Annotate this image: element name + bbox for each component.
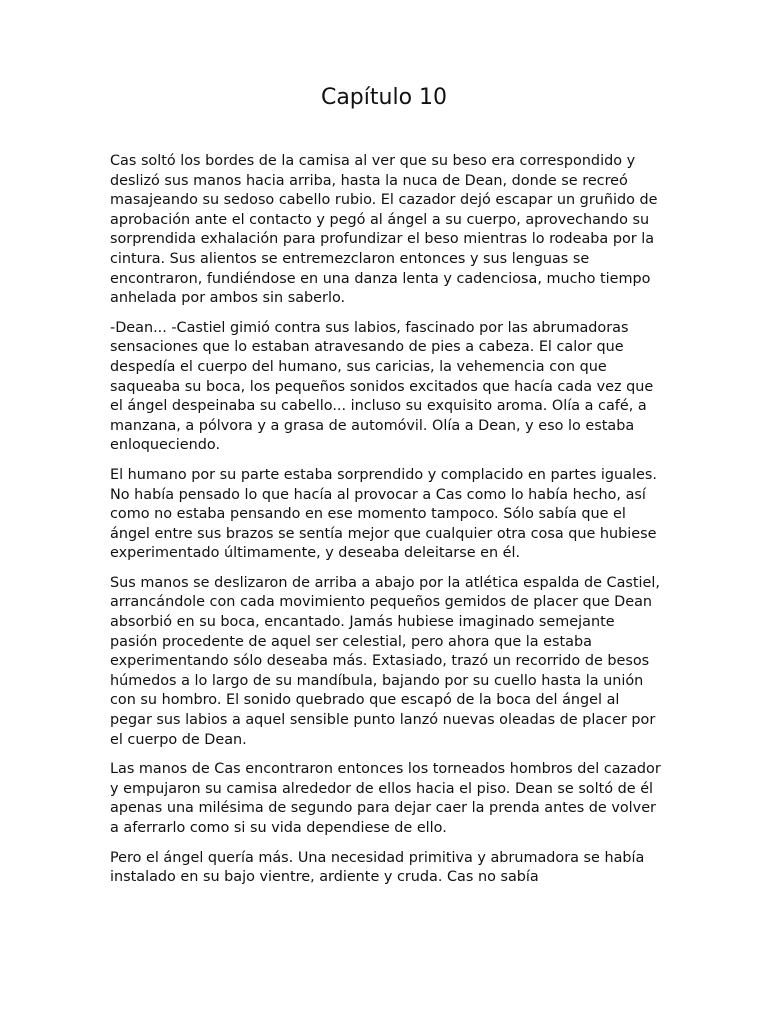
paragraph-4: Sus manos se deslizaron de arriba a abajo por la atlética espalda de Castiel, arrancándole con cada movimiento pequeños gemidos de placer que Dean absorbió en su boca, encantado. Jamás hubiese imaginado semejante pasión procedente de aquel ser celestial, pero ahora que la estaba experimentando sólo deseaba más. Extasiado, trazó un recorrido de besos húmedos a lo largo de su mandíbula, bajando por su cuello hasta la unión con su hombro. El sonido quebrado que escapó de la boca del ángel al pegar sus labios a aquel sensible punto lanzó nuevas oleadas de placer por el cuerpo de Dean.	[110, 574, 660, 748]
paragraph-6: Pero el ángel quería más. Una necesidad primitiva y abrumadora se había instalado en su bajo vientre, ardiente y cruda. Cas no sabía	[110, 849, 645, 886]
paragraph-2: -Dean... -Castiel gimió contra sus labios, fascinado por las abrumadoras sensaciones que lo estaban atravesando de pies a cabeza. El calor que despedía el cuerpo del humano, sus caricias, la vehemencia con que saqueaba su boca, los pequeños sonidos excitados que hacía cada vez que el ángel despeinaba su cabello... incluso su exquisito aroma. Olía a café, a manzana, a pólvora y a grasa de automóvil. Olía a Dean, y eso lo estaba enloqueciendo.	[110, 319, 654, 454]
paragraph-1: Cas soltó los bordes de la camisa al ver que su beso era correspondido y deslizó sus manos hacia arriba, hasta la nuca de Dean, donde se recreó masajeando su sedoso cabello rubio. El cazador dejó escapar un gruñido de aprobación ante el contacto y pegó al ángel a su cuerpo, aprovechando su sorprendida exhalación para profundizar el beso mientras lo rodeaba por la cintura. Sus alientos se entremezclaron entonces y sus lenguas se encontraron, fundiéndose en una danza lenta y cadenciosa, mucho tiempo anhelada por ambos sin saberlo.	[110, 153, 658, 307]
paragraph-3: El humano por su parte estaba sorprendido y complacido en partes iguales. No había pensado lo que hacía al provocar a Cas como lo había hecho, así como no estaba pensando en ese momento tampoco. Sólo sabía que el ángel entre sus brazos se sentía mejor que cualquier otra cosa que hubiese experimentado últimamente, y deseaba deleitarse en él.	[110, 466, 657, 562]
paragraph-5: Las manos de Cas encontraron entonces los torneados hombros del cazador y empujaron su camisa alrededor de ellos hacia el piso. Dean se soltó de él apenas una milésima de segundo para dejar caer la prenda antes de volver a aferrarlo como si su vida dependiese de ello.	[110, 761, 661, 836]
chapter-title: Capítulo 10	[320, 85, 448, 110]
chapter-body	[110, 152, 665, 898]
